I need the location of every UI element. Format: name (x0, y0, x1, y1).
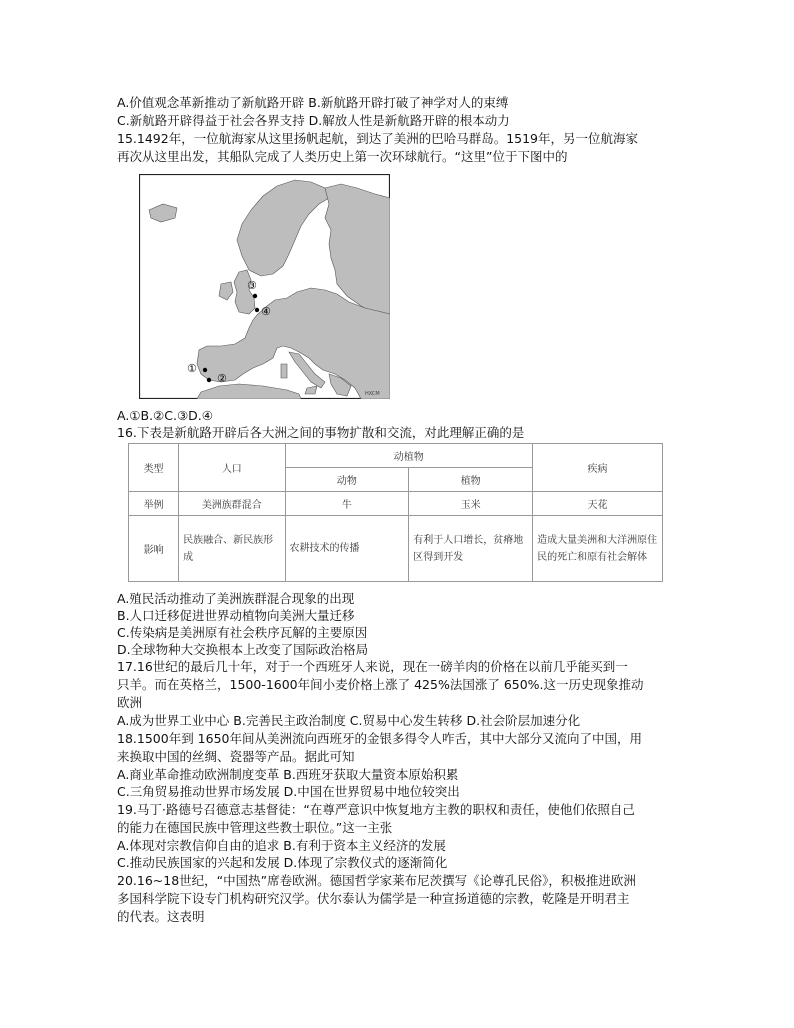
q15-options: A.①B.②C.③D.④ (117, 408, 213, 423)
header-plant: 植物 (409, 468, 533, 492)
header-population: 人口 (179, 444, 285, 492)
q17-stem-line2: 只羊。而在英格兰，1500-1600年间小麦价格上涨了 425%法国涨了 650%.这一历史现象推动 (117, 677, 644, 692)
exchange-table (128, 443, 663, 582)
example-disease: 天花 (533, 492, 663, 516)
impact-population: 民族融合、新民族形成 (179, 516, 285, 582)
map-credit: HXCM (365, 391, 380, 397)
map-marker-4: ④ (261, 305, 271, 318)
q18-stem-line2: 来换取中国的丝绸、瓷器等产品。据此可知 (117, 749, 355, 764)
q14-options-ab: A.价值观念革新推动了新航路开辟 B.新航路开辟打破了神学对人的束缚 (117, 95, 509, 110)
q20-stem-line2: 多国科学院下设专门机构研究汉学。伏尔泰认为儒学是一种宣扬道德的宗教，乾隆是开明君主 (117, 891, 630, 906)
map-marker-1: ① (187, 362, 197, 375)
impact-disease: 造成大量美洲和大洋洲原住民的死亡和原有社会解体 (533, 516, 663, 582)
q20-stem-line1: 20.16~18世纪，“中国热”席卷欧洲。德国哲学家莱布尼茨撰写《论尊孔民俗》，积极推进欧洲 (117, 873, 636, 888)
q16-option-d: D.全球物种大交换根本上改变了国际政治格局 (117, 642, 369, 657)
q19-options-ab: A.体现对宗教信仰自由的追求 B.有利于资本主义经济的发展 (117, 838, 446, 853)
row-impact-label: 影响 (129, 516, 179, 582)
q19-options-cd: C.推动民族国家的兴起和发展 D.体现了宗教仪式的逐渐简化 (117, 855, 448, 870)
row-example-label: 举例 (129, 492, 179, 516)
header-disease: 疾病 (533, 444, 663, 492)
example-animal: 牛 (285, 492, 409, 516)
header-type: 类型 (129, 444, 179, 492)
q19-stem-line1: 19.马丁·路德号召德意志基督徒：“在尊严意识中恢复地方主教的职权和责任，使他们依照自己 (117, 802, 635, 817)
q14-options-cd: C.新航路开辟得益于社会各界支持 D.解放人性是新航路开辟的根本动力 (117, 113, 510, 128)
q20-stem-line3: 的代表。这表明 (117, 909, 205, 924)
q16-option-c: C.传染病是美洲原有社会秩序瓦解的主要原因 (117, 625, 368, 640)
q17-stem-line1: 17.16世纪的最后几十年，对于一个西班牙人来说，现在一磅羊肉的价格在以前几乎能买到一 (117, 659, 628, 674)
map-marker-2: ② (217, 372, 227, 385)
q15-stem-line2: 再次从这里出发，其船队完成了人类历史上第一次环球航行。“这里”位于下图中的 (117, 149, 568, 164)
impact-animal: 农耕技术的传播 (285, 516, 409, 582)
q18-stem-line1: 18.1500年到 1650年间从美洲流向西班牙的金银多得令人咋舌，其中大部分又流向了中国，用 (117, 731, 642, 746)
q15-stem-line1: 15.1492年，一位航海家从这里扬帆起航，到达了美洲的巴哈马群岛。1519年，另一位航海家 (117, 131, 639, 146)
q18-options-ab: A.商业革命推动欧洲制度变革 B.西班牙获取大量资本原始积累 (117, 767, 459, 782)
example-plant: 玉米 (409, 492, 533, 516)
header-animal: 动物 (285, 468, 409, 492)
map-marker-3: ③ (247, 279, 257, 292)
q16-stem: 16.下表是新航路开辟后各大洲之间的事物扩散和交流，对此理解正确的是 (117, 425, 525, 440)
q16-option-b: B.人口迁移促进世界动植物向美洲大量迁移 (117, 608, 355, 623)
q17-stem-line3: 欧洲 (117, 695, 143, 710)
impact-plant: 有利于人口增长，贫瘠地区得到开发 (409, 516, 533, 582)
q16-option-a: A.殖民活动推动了美洲族群混合现象的出现 (117, 591, 355, 606)
europe-map (139, 174, 390, 399)
q19-stem-line2: 的能力在德国民族中管理这些教士职位。”这一主张 (117, 820, 393, 835)
q17-options: A.成为世界工业中心 B.完善民主政治制度 C.贸易中心发生转移 D.社会阶层加速分化 (117, 713, 581, 728)
q18-options-cd: C.三角贸易推动世界市场发展 D.中国在世界贸易中地位较突出 (117, 784, 460, 799)
header-animals-plants: 动植物 (285, 444, 533, 468)
example-population: 美洲族群混合 (179, 492, 285, 516)
